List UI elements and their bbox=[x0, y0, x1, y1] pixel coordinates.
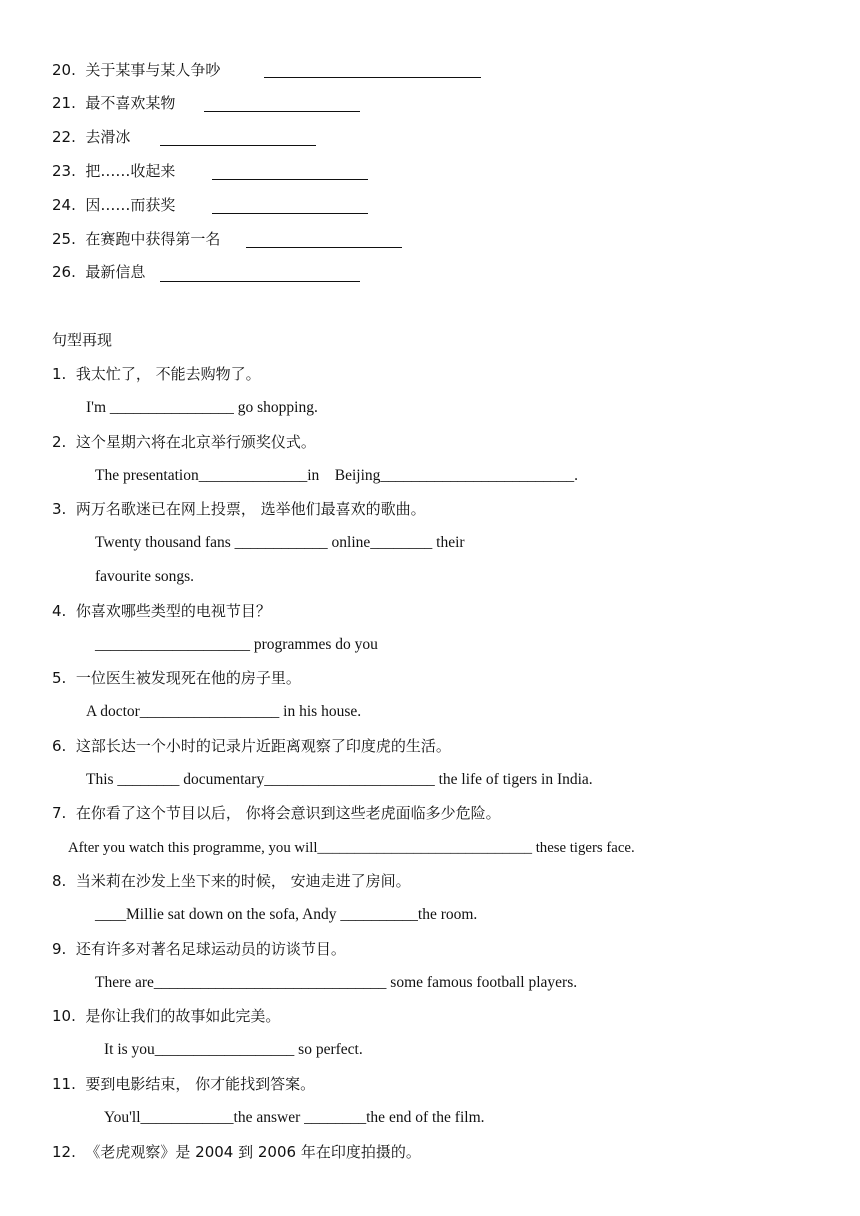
sentence-chinese: 两万名歌迷已在网上投票， 选举他们最喜欢的歌曲。 bbox=[75, 500, 426, 518]
sentence-chinese: 《老虎观察》是 2004 到 2006 年在印度拍摄的。 bbox=[85, 1143, 421, 1161]
sentence-6-zh bbox=[52, 736, 451, 756]
answer-blank[interactable] bbox=[160, 281, 360, 282]
sentence-8-zh bbox=[52, 871, 411, 891]
sentence-11-zh bbox=[52, 1074, 315, 1094]
vocab-item-23 bbox=[52, 161, 175, 181]
vocab-number: 20. bbox=[52, 61, 76, 79]
sentence-chinese: 还有许多对著名足球运动员的访谈节目。 bbox=[75, 940, 346, 958]
sentence-number: 4. bbox=[52, 602, 67, 620]
sentence-5-zh bbox=[52, 668, 301, 688]
vocab-text: 在赛跑中获得第一名 bbox=[85, 230, 221, 248]
vocab-number: 21. bbox=[52, 94, 76, 112]
sentence-4-zh bbox=[52, 601, 271, 621]
vocab-item-26 bbox=[52, 262, 145, 282]
sentence-3-en[interactable]: Twenty thousand fans ____________ online________ their bbox=[95, 534, 465, 551]
vocab-text: 最新信息 bbox=[85, 263, 146, 281]
sentence-5-en[interactable]: A doctor__________________ in his house. bbox=[86, 703, 362, 720]
sentence-10-en[interactable]: It is you__________________ so perfect. bbox=[104, 1041, 363, 1058]
sentence-number: 10. bbox=[52, 1007, 76, 1025]
sentence-chinese: 是你让我们的故事如此完美。 bbox=[85, 1007, 281, 1025]
sentence-chinese: 一位医生被发现死在他的房子里。 bbox=[75, 669, 301, 687]
sentence-9-en[interactable]: There are______________________________ some famous football players. bbox=[95, 974, 578, 991]
sentence-7-en[interactable]: After you watch this programme, you will_____________________________ these tigers face. bbox=[68, 840, 635, 856]
sentence-11-en[interactable]: You'll____________the answer ________the end of the film. bbox=[104, 1109, 485, 1126]
sentence-number: 2. bbox=[52, 433, 67, 451]
vocab-text: 关于某事与某人争吵 bbox=[85, 61, 221, 79]
sentence-chinese: 要到电影结束， 你才能找到答案。 bbox=[85, 1075, 316, 1093]
vocab-text: 去滑冰 bbox=[85, 128, 131, 146]
sentence-number: 7. bbox=[52, 804, 67, 822]
sentence-1-en[interactable]: I'm ________________ go shopping. bbox=[86, 399, 318, 416]
sentence-7-zh bbox=[52, 803, 501, 823]
sentence-3-zh bbox=[52, 499, 426, 519]
sentence-chinese: 这个星期六将在北京举行颁奖仪式。 bbox=[75, 433, 316, 451]
sentence-chinese: 在你看了这个节目以后， 你将会意识到这些老虎面临多少危险。 bbox=[75, 804, 501, 822]
sentence-2-zh bbox=[52, 432, 316, 452]
vocab-text: 把……收起来 bbox=[85, 162, 176, 180]
answer-blank[interactable] bbox=[204, 111, 360, 112]
sentence-chinese: 我太忙了， 不能去购物了。 bbox=[75, 365, 261, 383]
answer-blank[interactable] bbox=[264, 77, 481, 78]
sentence-2-en[interactable]: The presentation______________in Beijing_________________________. bbox=[95, 467, 579, 484]
sentence-1-zh bbox=[52, 364, 261, 384]
vocab-number: 25. bbox=[52, 230, 76, 248]
sentence-number: 11. bbox=[52, 1075, 76, 1093]
sentence-12-zh bbox=[52, 1142, 421, 1162]
sentence-4-en[interactable]: ____________________ programmes do you bbox=[95, 636, 378, 653]
sentence-number: 9. bbox=[52, 940, 67, 958]
vocab-number: 22. bbox=[52, 128, 76, 146]
sentence-chinese: 你喜欢哪些类型的电视节目？ bbox=[75, 602, 271, 620]
vocab-text: 因……而获奖 bbox=[85, 196, 176, 214]
sentence-number: 1. bbox=[52, 365, 67, 383]
sentence-6-en[interactable]: This ________ documentary______________________ the life of tigers in India. bbox=[86, 771, 593, 788]
answer-blank[interactable] bbox=[160, 145, 316, 146]
sentence-3-en-cont: favourite songs. bbox=[95, 568, 195, 585]
vocab-item-24 bbox=[52, 195, 175, 215]
vocab-item-25 bbox=[52, 229, 220, 249]
answer-blank[interactable] bbox=[212, 213, 368, 214]
answer-blank[interactable] bbox=[246, 247, 402, 248]
vocab-item-20 bbox=[52, 60, 220, 80]
section-title: 句型再现 bbox=[52, 331, 113, 349]
sentence-chinese: 当米莉在沙发上坐下来的时候， 安迪走进了房间。 bbox=[75, 872, 411, 890]
sentence-number: 3. bbox=[52, 500, 67, 518]
vocab-item-22 bbox=[52, 127, 130, 147]
sentence-number: 12. bbox=[52, 1143, 76, 1161]
sentence-10-zh bbox=[52, 1006, 280, 1026]
sentence-number: 6. bbox=[52, 737, 67, 755]
sentence-chinese: 这部长达一个小时的记录片近距离观察了印度虎的生活。 bbox=[75, 737, 451, 755]
sentence-number: 5. bbox=[52, 669, 67, 687]
vocab-item-21 bbox=[52, 93, 175, 113]
sentence-9-zh bbox=[52, 939, 346, 959]
vocab-number: 23. bbox=[52, 162, 76, 180]
sentence-8-en[interactable]: ____Millie sat down on the sofa, Andy __________the room. bbox=[95, 906, 478, 923]
answer-blank[interactable] bbox=[212, 179, 368, 180]
sentence-number: 8. bbox=[52, 872, 67, 890]
vocab-number: 26. bbox=[52, 263, 76, 281]
vocab-text: 最不喜欢某物 bbox=[85, 94, 176, 112]
vocab-number: 24. bbox=[52, 196, 76, 214]
